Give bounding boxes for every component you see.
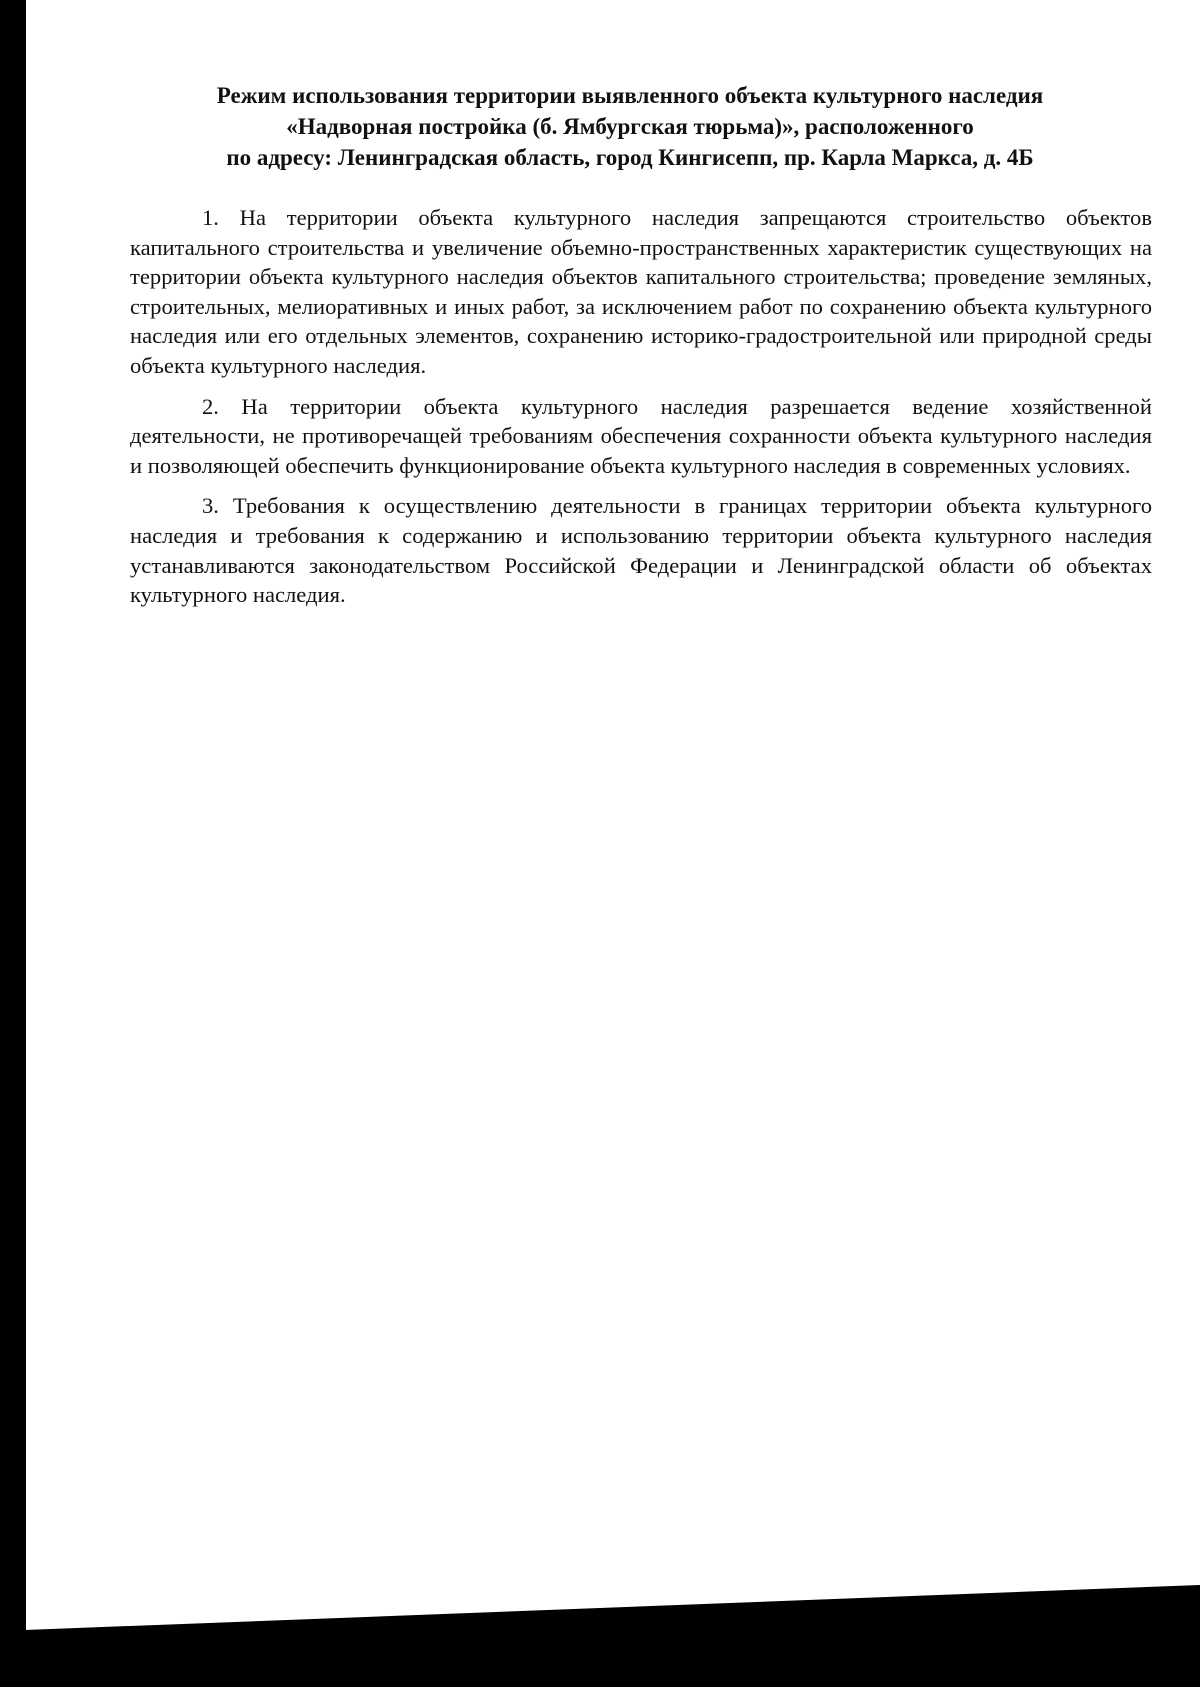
document-body [130, 203, 1152, 621]
paragraph-2: 2. На территории объекта культурного наследия разрешается ведение хозяйственной деятельности, не противоречащей требованиям обеспечения сохранности объекта культурного наследия и позволяющей обеспечить функционирование объекта культурного наследия в современных условиях. [130, 393, 1152, 478]
paragraph-1: 1. На территории объекта культурного наследия запрещаются строительство объектов капитального строительства и увеличение объемно-пространственных характеристик существующих на территории объекта культурного наследия объектов капитального строительства; проведение земляных, строительных, мелиоративных и иных работ, за исключением работ по сохранению объекта культурного наследия или его отдельных элементов, сохранению историко-градостроительной или природной среды объекта культурного наследия. [130, 205, 1152, 378]
paragraph-3: 3. Требования к осуществлению деятельности в границах территории объекта культурного наследия и требования к содержанию и использованию территории объекта культурного наследия устанавливаются законодательством Российской Федерации и Ленинградской области об объектах культурного наследия. [130, 493, 1152, 608]
document-title [130, 80, 1130, 173]
title-line-1: Режим использования территории выявленного объекта культурного наследия [216, 83, 1044, 108]
scan-left-edge [0, 0, 2, 1600]
title-line-2: «Надворная постройка (б. Ямбургская тюрьма)», расположенного [286, 114, 974, 139]
title-line-3: по адресу: Ленинградская область, город Кингисепп, пр. Карла Маркса, д. 4Б [226, 145, 1034, 170]
